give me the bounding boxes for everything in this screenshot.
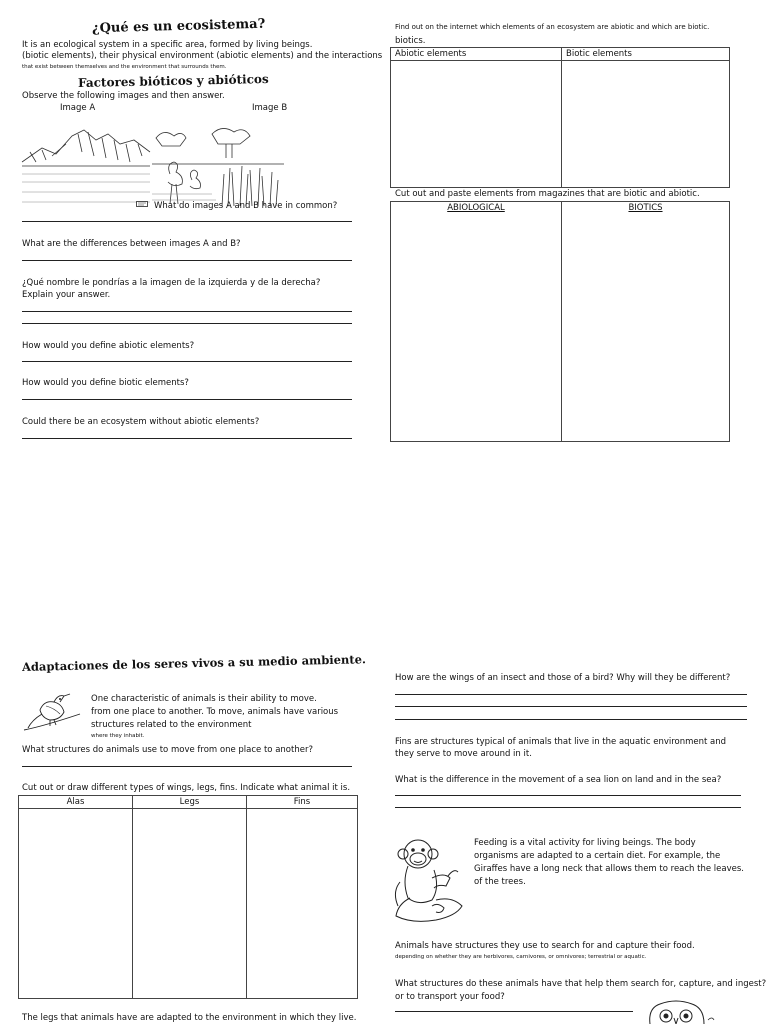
table-cell[interactable]: [247, 809, 358, 999]
table-cell[interactable]: [133, 809, 247, 999]
structures-text-2: depending on whether they are herbivores, carnivores, or omnivores; terrestrial or aquatic.: [395, 954, 647, 960]
question-abiotic: How would you define abiotic elements?: [22, 341, 195, 351]
table-header-abiological: [391, 202, 562, 215]
feeding-text-2: organisms are adapted to a certain diet. For example, the: [474, 851, 721, 861]
table-cell[interactable]: [562, 214, 730, 442]
intro-line-1: It is an ecological system in a specific area, formed by living beings.: [22, 40, 313, 50]
question-differences: What are the differences between images A and B?: [22, 239, 241, 249]
answer-line[interactable]: [395, 795, 741, 796]
intro-line-2: (biotic elements), their physical environment (abiotic elements) and the interactions: [22, 51, 383, 61]
answer-line[interactable]: [22, 438, 352, 439]
question-name-images: ¿Qué nombre le pondrías a la imagen de la izquierda y de la derecha?: [22, 278, 321, 288]
intro-line-3: that exist between themselves and the environment that surrounds them.: [22, 64, 227, 70]
feeding-text-3: Giraffes have a long neck that allows them to reach the leaves.: [474, 864, 744, 874]
abiotic-biotic-table: [390, 47, 730, 188]
wings-legs-fins-table: [18, 795, 358, 999]
question-sea-lion: What is the difference in the movement of a sea lion on land and in the sea?: [395, 775, 722, 785]
observe-instruction: Observe the following images and then answer.: [22, 91, 225, 101]
draw-instruction: Cut out or draw different types of wings, legs, fins. Indicate what animal it is.: [22, 783, 351, 793]
owl-drawing: [646, 1000, 714, 1024]
structures-text-1: Animals have structures they use to search for and capture their food.: [395, 941, 695, 951]
answer-line[interactable]: [395, 694, 747, 695]
table-header-legs: Legs: [133, 796, 247, 809]
fins-text-1: Fins are structures typical of animals that live in the aquatic environment and: [395, 737, 727, 747]
feeding-text-4: of the trees.: [474, 877, 526, 887]
table-cell[interactable]: [562, 61, 730, 188]
question-food-structures: What structures do these animals have that help them search for, capture, and ingest?: [395, 979, 767, 989]
movement-text-3: structures related to the environment: [91, 720, 252, 730]
answer-line[interactable]: [22, 311, 352, 312]
answer-line[interactable]: [22, 260, 352, 261]
answer-line[interactable]: [395, 706, 747, 707]
answer-line[interactable]: [22, 323, 352, 324]
adaptations-title: Adaptaciones de los seres vivos a su medio ambiente.: [21, 652, 367, 674]
answer-line[interactable]: [22, 399, 352, 400]
feeding-text-1: Feeding is a vital activity for living beings. The body: [474, 838, 696, 848]
table-header-fins: Fins: [247, 796, 358, 809]
question-common: What do images A and B have in common?: [154, 201, 338, 211]
magazine-table: [390, 201, 730, 442]
internet-instruction: Find out on the internet which elements of an ecosystem are abiotic and which are biotic.: [395, 23, 710, 31]
legs-footer-text: The legs that animals have are adapted to the environment in which they live.: [22, 1013, 357, 1023]
table-header-biotic: Biotic elements: [562, 48, 730, 61]
answer-line[interactable]: [395, 807, 741, 808]
bird-drawing: [24, 690, 82, 736]
internet-instruction-cont: biotics.: [395, 36, 426, 46]
question-ecosystem: Could there be an ecosystem without abiotic elements?: [22, 417, 260, 427]
page-title: ¿Qué es un ecosistema?: [91, 16, 266, 37]
answer-line[interactable]: [22, 766, 352, 767]
table-header-abiotic: Abiotic elements: [391, 48, 562, 61]
question-food-transport: or to transport your food?: [395, 992, 505, 1002]
flamingo-reeds-drawing: [152, 124, 284, 206]
magazine-instruction: Cut out and paste elements from magazines that are biotic and abiotic.: [395, 189, 700, 199]
mountains-drawing: [22, 122, 150, 208]
table-cell[interactable]: [19, 809, 133, 999]
image-b-label: Image B: [252, 103, 288, 113]
fins-text-2: they serve to move around in it.: [395, 749, 532, 759]
pencil-icon: [136, 201, 148, 207]
table-cell[interactable]: [391, 214, 562, 442]
abiological-label: ABIOLOGICAL: [447, 203, 505, 213]
monkey-drawing: [392, 832, 468, 924]
table-header-alas: Alas: [19, 796, 133, 809]
answer-line[interactable]: [395, 719, 747, 720]
table-header-biotics: [562, 202, 730, 215]
answer-line[interactable]: [22, 361, 352, 362]
image-a-label: Image A: [60, 103, 96, 113]
answer-line[interactable]: [395, 1011, 633, 1012]
movement-text-1: One characteristic of animals is their ability to move.: [91, 694, 317, 704]
question-movement-structures: What structures do animals use to move from one place to another?: [22, 745, 313, 755]
table-cell[interactable]: [391, 61, 562, 188]
section-subtitle: Factores bióticos y abióticos: [77, 72, 269, 90]
movement-text-4: where they inhabit.: [91, 733, 145, 739]
biotics-label: BIOTICS: [628, 203, 663, 213]
question-biotic: How would you define biotic elements?: [22, 378, 189, 388]
answer-line[interactable]: [22, 221, 352, 222]
question-wings: How are the wings of an insect and those of a bird? Why will they be different?: [395, 673, 731, 683]
question-explain: Explain your answer.: [22, 290, 111, 300]
movement-text-2: from one place to another. To move, animals have various: [91, 707, 339, 717]
